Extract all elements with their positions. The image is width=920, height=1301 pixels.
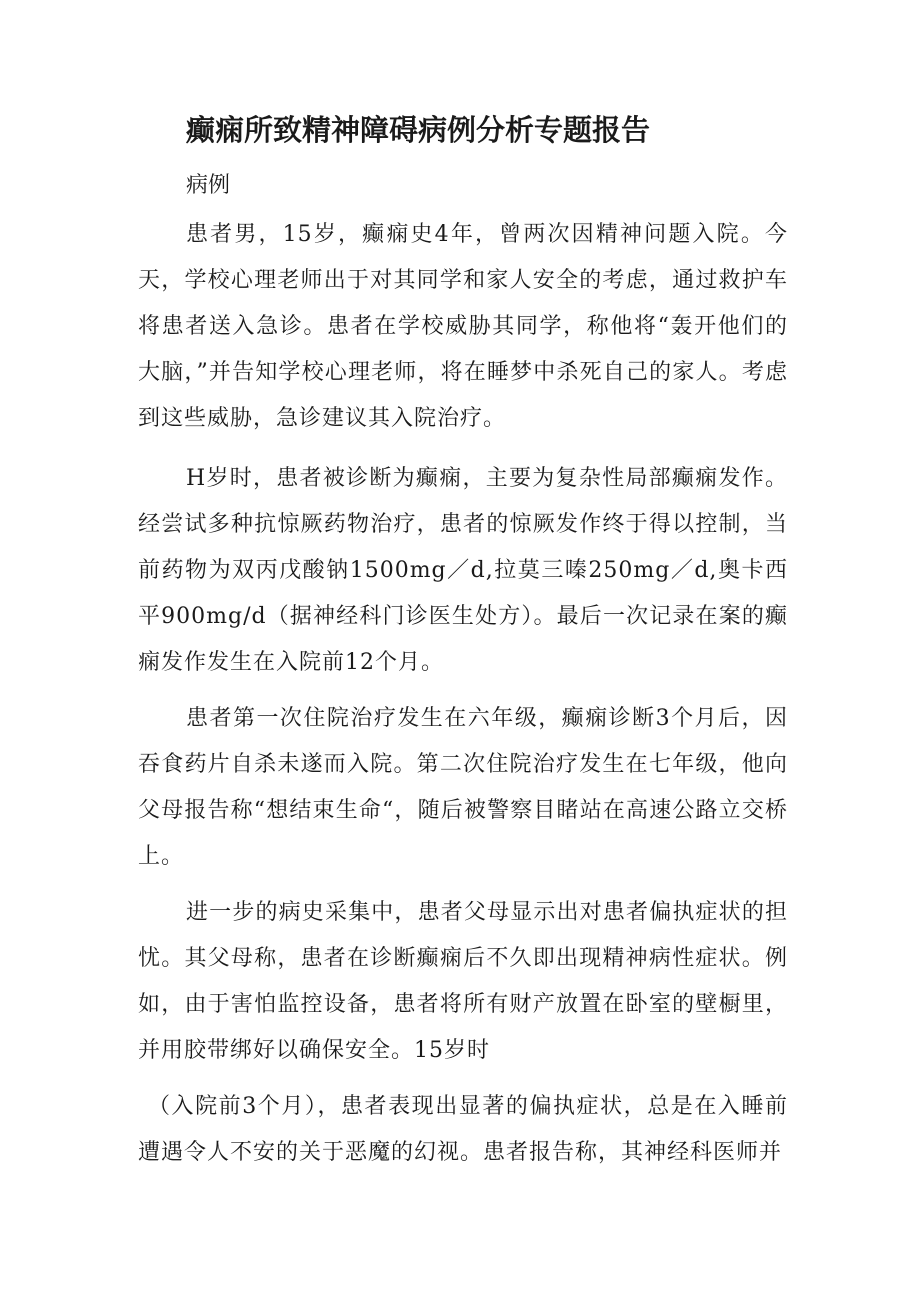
paragraph-1: 患者男，15岁，癫痫史4年，曾两次因精神问题入院。今天，学校心理老师出于对其同学和家人安全的考虑，通过救护车将患者送入急诊。患者在学校威胁其同学，称他将“轰开他们的大脑，”并告知学校心理老师，将在睡梦中杀死自己的家人。考虑到这些威胁，急诊建议其入院治疗。	[138, 222, 788, 431]
paragraph-2: H岁时，患者被诊断为癫痫，主要为复杂性局部癫痫发作。经尝试多种抗惊厥药物治疗，患者的惊厥发作终于得以控制，当前药物为双丙戊酸钠1500mg／d,拉莫三嗪250mg／d,奥卡西平900mg/d（据神经科门诊医生处方）。最后一次记录在案的癫痫发作发生在入院前12个月。	[138, 466, 788, 675]
document-title: 癫痫所致精神障碍病例分析专题报告	[186, 113, 651, 147]
section-label-case: 病例	[186, 173, 231, 198]
paragraph-3: 患者第一次住院治疗发生在六年级，癫痫诊断3个月后，因吞食药片自杀未遂而入院。第二次住院治疗发生在七年级，他向父母报告称“想结束生命“，随后被警察目睹站在高速公路立交桥上。	[138, 706, 788, 869]
paragraph-4: 进一步的病史采集中，患者父母显示出对患者偏执症状的担忧。其父母称，患者在诊断癫痫后不久即出现精神病性症状。例如，由于害怕监控设备，患者将所有财产放置在卧室的壁橱里，并用胶带绑好以确保安全。15岁时	[138, 900, 788, 1063]
paragraph-5: （入院前3个月），患者表现出显著的偏执症状，总是在入睡前遭遇令人不安的关于恶魔的幻视。患者报告称，其神经科医师并	[138, 1094, 788, 1165]
